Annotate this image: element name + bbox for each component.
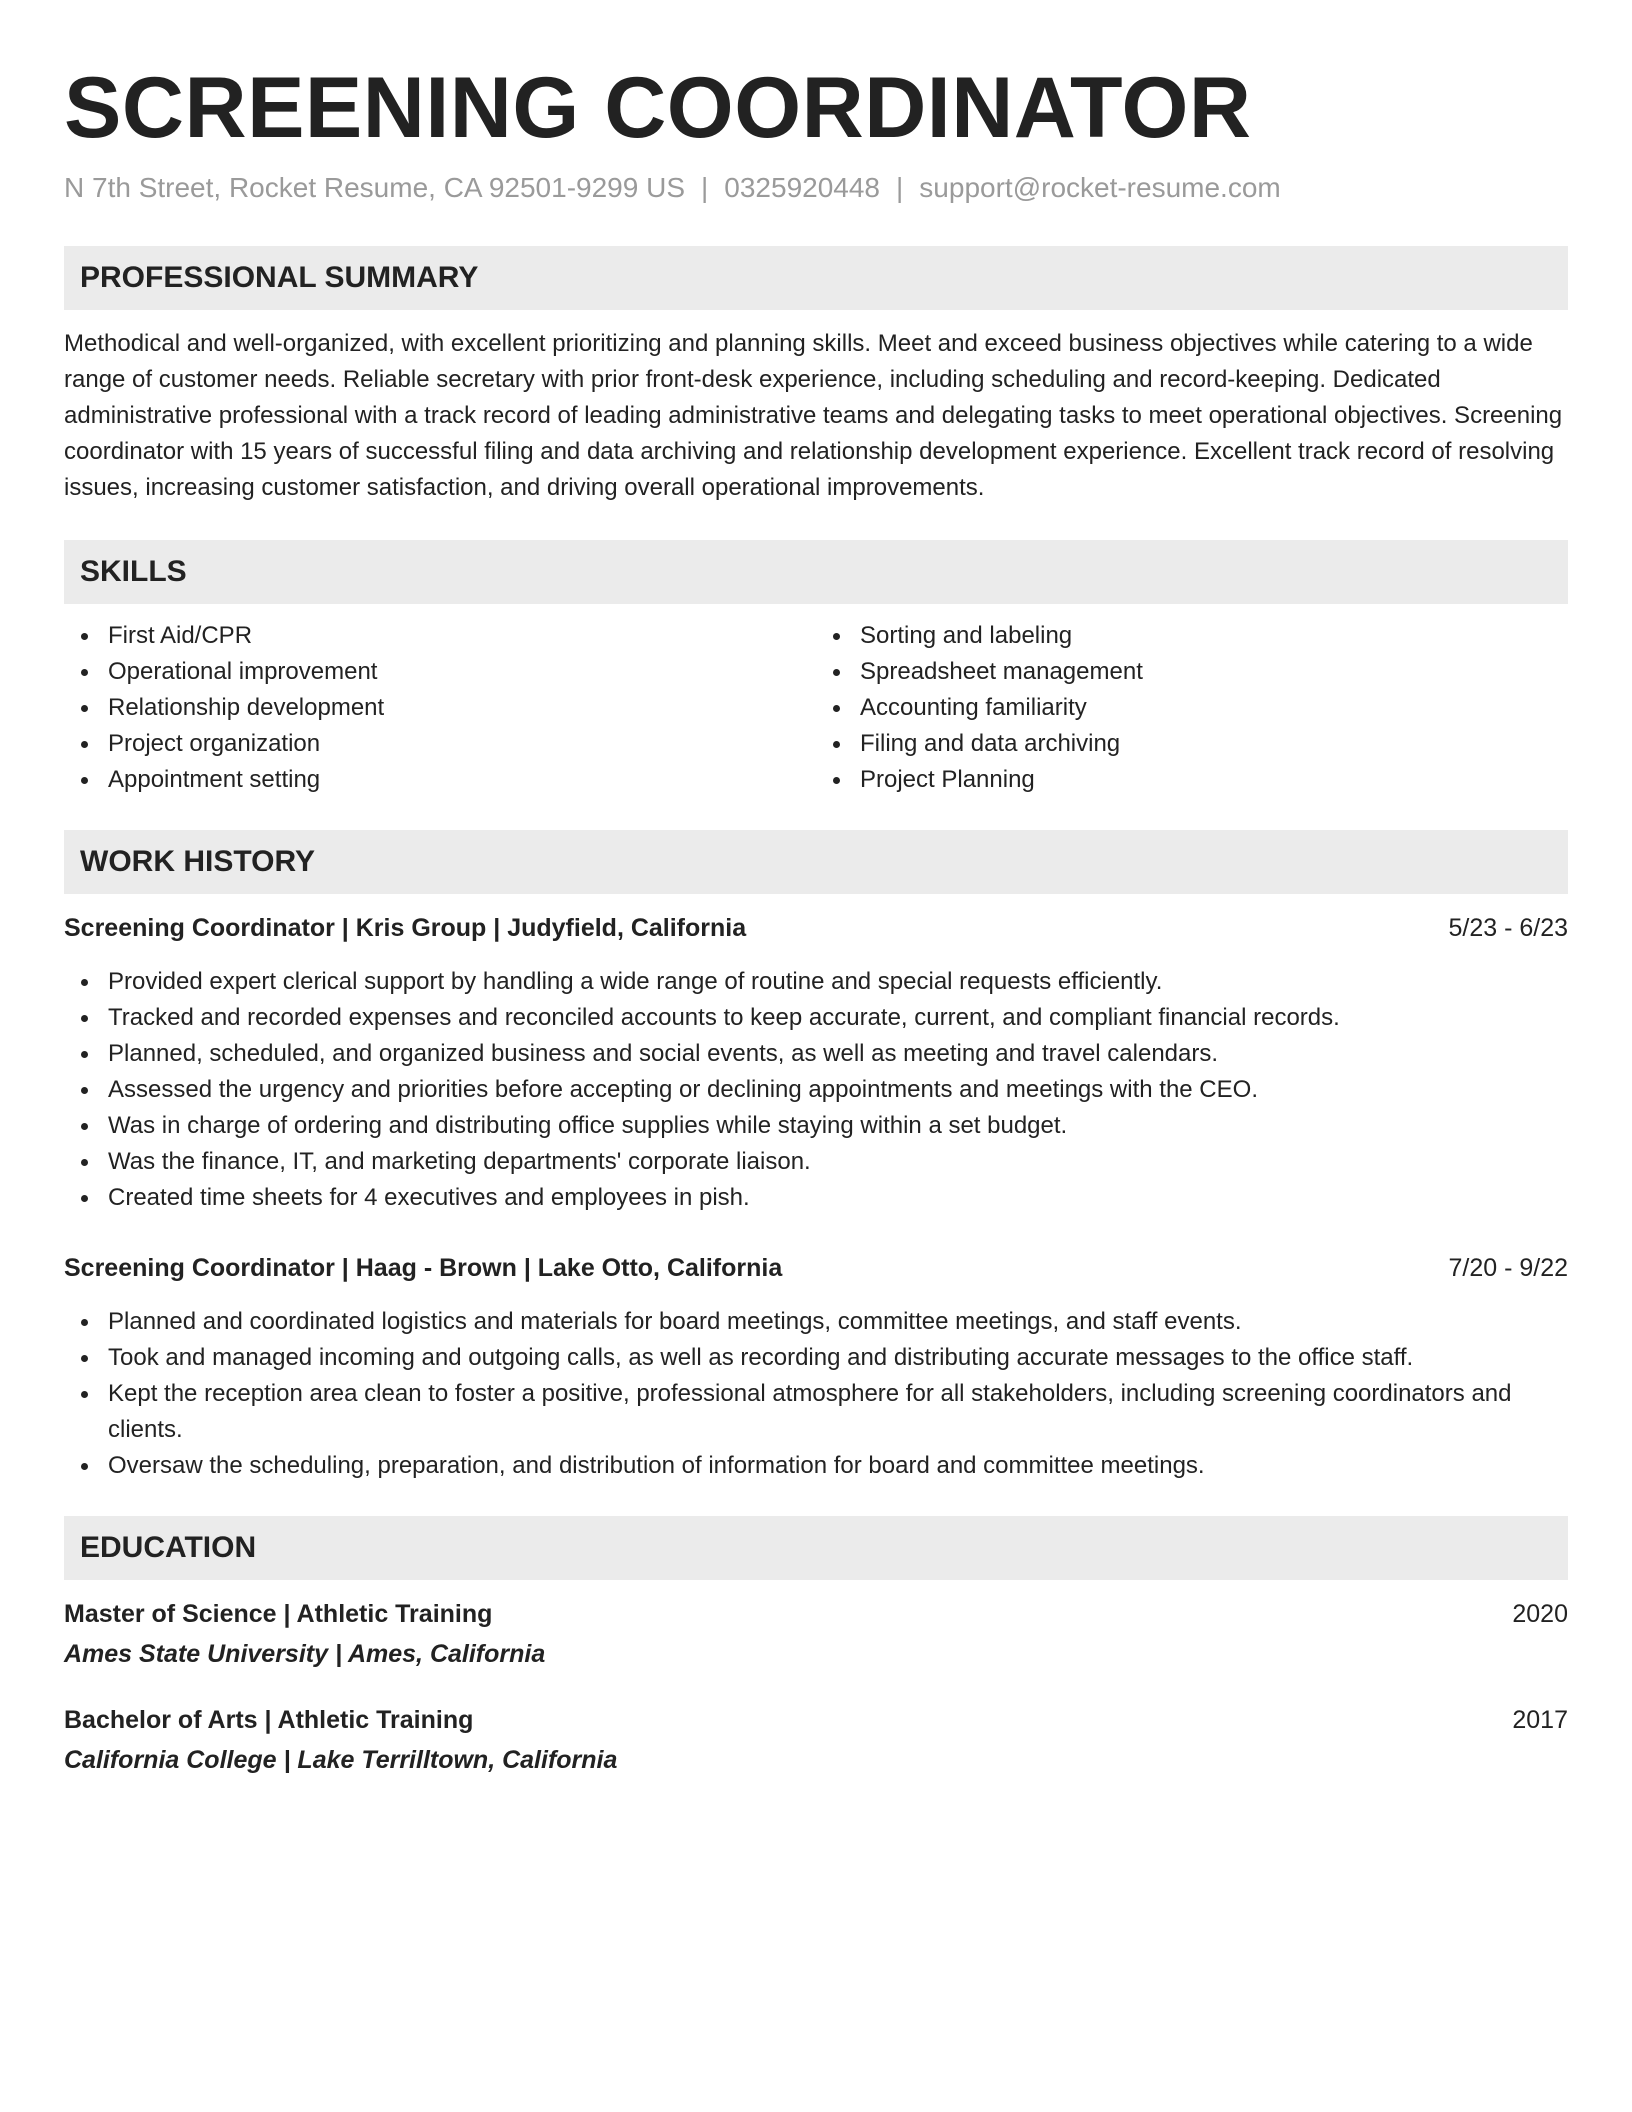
section-heading-skills: SKILLS (64, 540, 1568, 604)
job-bullet: Tracked and recorded expenses and reconciled accounts to keep accurate, current, and compliant financial records. (64, 1000, 1568, 1036)
education-degree: Master of Science | Athletic Training (64, 1600, 493, 1628)
job-bullets (64, 964, 1568, 1216)
job-bullet: Planned and coordinated logistics and materials for board meetings, committee meetings, and staff events. (64, 1304, 1568, 1340)
skill-item: Relationship development (64, 690, 816, 726)
job-bullets (64, 1304, 1568, 1484)
education-year: 2017 (1512, 1706, 1568, 1734)
education-school: Ames State University | Ames, California (64, 1640, 546, 1668)
contact-separator: | (896, 172, 904, 203)
resume-title: SCREENING COORDINATOR (64, 60, 1252, 156)
education-header (64, 1702, 1568, 1738)
contact-email: support@rocket-resume.com (919, 172, 1281, 203)
skill-item: Filing and data archiving (816, 726, 1568, 762)
summary-text: Methodical and well-organized, with excellent prioritizing and planning skills. Meet and exceed business objectives while catering to a wide range of customer needs. Reliable secretary with prior front-desk experience, including scheduling and record-keeping. Dedicated administrative professional with a track record of leading administrative teams and delegating tasks to meet operational objectives. Screening coordinator with 15 years of successful filing and data archiving and relationship development experience. Excellent track record of resolving issues, increasing customer satisfaction, and driving overall operational improvements. (64, 330, 1563, 501)
section-heading-summary: PROFESSIONAL SUMMARY (64, 246, 1568, 310)
contact-line (64, 170, 1568, 206)
resume-page (64, 0, 1568, 1778)
skill-item: Spreadsheet management (816, 654, 1568, 690)
job-bullet: Oversaw the scheduling, preparation, and distribution of information for board and committee meetings. (64, 1448, 1568, 1484)
skill-item: Project Planning (816, 762, 1568, 798)
skill-item: Appointment setting (64, 762, 816, 798)
job-bullet: Created time sheets for 4 executives and employees in pish. (64, 1180, 1568, 1216)
skill-item: Project organization (64, 726, 816, 762)
education-entry (64, 1596, 1568, 1672)
education-header (64, 1596, 1568, 1632)
job-bullet: Was in charge of ordering and distributing office supplies while staying within a set budget. (64, 1108, 1568, 1144)
job-title: Screening Coordinator | Haag - Brown | Lake Otto, California (64, 1254, 783, 1282)
section-heading-education: EDUCATION (64, 1516, 1568, 1580)
job-bullet: Kept the reception area clean to foster a positive, professional atmosphere for all stakeholders, including screening coordinators and clients. (64, 1376, 1568, 1448)
job-bullet: Planned, scheduled, and organized business and social events, as well as meeting and travel calendars. (64, 1036, 1568, 1072)
job-entry (64, 1250, 1568, 1484)
job-entry (64, 910, 1568, 1216)
contact-address: N 7th Street, Rocket Resume, CA 92501-9299 US (64, 172, 685, 203)
contact-phone: 0325920448 (724, 172, 881, 203)
job-dates: 5/23 - 6/23 (1448, 914, 1568, 942)
skills-column-left (64, 618, 816, 798)
job-header (64, 910, 1568, 946)
education-year: 2020 (1512, 1600, 1568, 1628)
job-header (64, 1250, 1568, 1286)
skill-item: Operational improvement (64, 654, 816, 690)
skills-column-right (816, 618, 1568, 798)
job-bullet: Took and managed incoming and outgoing calls, as well as recording and distributing accurate messages to the office staff. (64, 1340, 1568, 1376)
contact-separator: | (701, 172, 709, 203)
education-school: California College | Lake Terrilltown, California (64, 1746, 618, 1774)
job-bullet: Provided expert clerical support by handling a wide range of routine and special requests efficiently. (64, 964, 1568, 1000)
skills-list (64, 618, 1568, 798)
education-degree: Bachelor of Arts | Athletic Training (64, 1706, 474, 1734)
job-bullet: Assessed the urgency and priorities before accepting or declining appointments and meetings with the CEO. (64, 1072, 1568, 1108)
job-bullet: Was the finance, IT, and marketing departments' corporate liaison. (64, 1144, 1568, 1180)
section-heading-work: WORK HISTORY (64, 830, 1568, 894)
education-entry (64, 1702, 1568, 1778)
skill-item: Sorting and labeling (816, 618, 1568, 654)
job-title: Screening Coordinator | Kris Group | Judyfield, California (64, 914, 747, 942)
job-dates: 7/20 - 9/22 (1448, 1254, 1568, 1282)
skill-item: First Aid/CPR (64, 618, 816, 654)
skill-item: Accounting familiarity (816, 690, 1568, 726)
